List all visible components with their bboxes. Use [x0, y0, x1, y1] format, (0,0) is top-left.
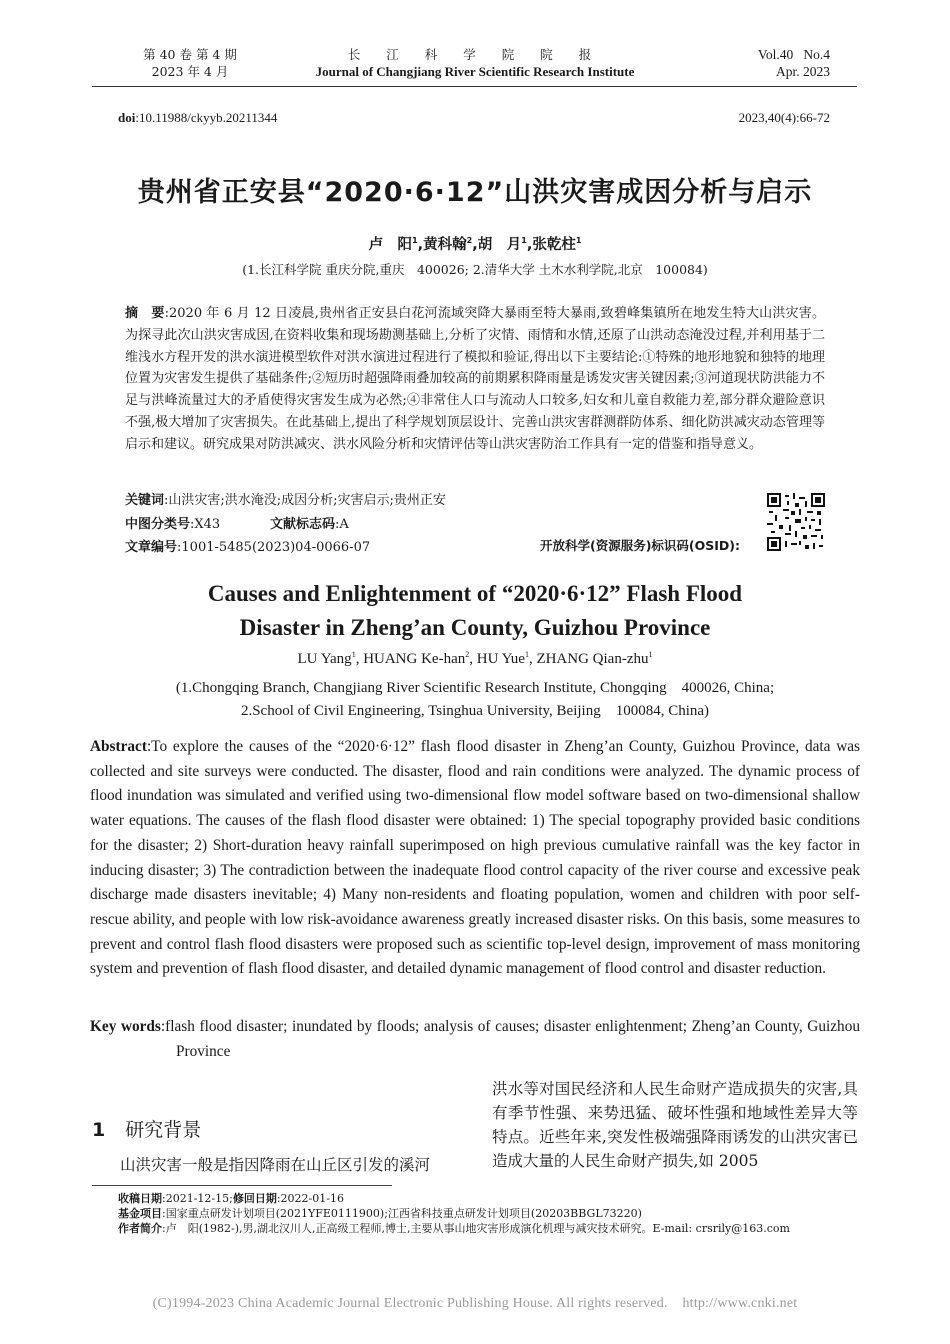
abstract-en-label: Abstract	[90, 738, 147, 755]
title-en	[80, 577, 870, 645]
keywords-en	[90, 1014, 860, 1064]
header-rule	[92, 86, 857, 87]
abstract-cn	[125, 303, 825, 456]
osid-label: 开放科学(资源服务)标识码(OSID):	[540, 538, 741, 553]
abstract-cn-text: :2020 年 6 月 12 日凌晨,贵州省正安县白花河流域突降大暴雨至特大暴雨,致碧峰集镇所在地发生特大山洪灾害。为探寻此次山洪灾害成因,在资料收集和现场勘测基础上,分析了灾情、雨情和水情,还原了山洪动态淹没过程,并利用基于二维浅水方程开发的洪水演进模型软件对洪水演进过程进行了模拟和验证,得出以下主要结论:①特殊的地形地貌和独特的地理位置为灾害发生提供了基础条件;②短历时超强降雨叠加较高的前期累积降雨量是诱发灾害关键因素;③河道现状防洪能力不足与洪峰流量过大的矛盾使得灾害发生成为必然;④非常住人口与流动人口较多,妇女和儿童自救能力差,部分群众避险意识不强,极大增加了灾害损失。在此基础上,提出了科学规划顶层设计、完善山洪灾害群测群防体系、细化防洪减灾动态管理等启示和建议。研究成果对防洪减灾、洪水风险分析和灾情评估等山洪灾害防治工作具有一定的借鉴和指导意义。	[125, 306, 825, 452]
author-cn-3: 胡 月$^1$	[477, 236, 527, 253]
author-en-1: LU Yang$^1$	[297, 650, 356, 667]
footnote-fund: 基金项目:国家重点研发计划项目(2021YFE0111900);江西省科技重点研发计划项目(20203BBGL73220)	[118, 1207, 642, 1220]
journal-name-cn: 长 江 科 学 院 院 报	[347, 47, 603, 62]
header-date-en: Apr. 2023	[776, 64, 830, 79]
doi-value: :10.11988/ckyyb.20211344	[135, 110, 278, 125]
clc-number: 中图分类号:X43	[125, 517, 221, 532]
header-volume-en: Vol.40 No.4	[757, 47, 830, 62]
section-number: 1	[92, 1119, 106, 1141]
section-heading	[92, 1115, 201, 1142]
abstract-cn-label: 摘 要	[125, 306, 165, 321]
author-en-4: ZHANG Qian-zhu$^1$	[536, 650, 653, 667]
title-en-line1: Causes and Enlightenment of “2020·6·12” Flash Flood	[207, 581, 743, 606]
keywords-cn	[125, 490, 765, 511]
header-date-cn: 2023 年 4 月	[151, 64, 229, 79]
keywords-cn-text: :山洪灾害;洪水淹没;成因分析;灾害启示;贵州正安	[164, 493, 446, 508]
title-cn: 贵州省正安县“2020·6·12”山洪灾害成因分析与启示	[137, 177, 813, 208]
keywords-en-label: Key words	[90, 1018, 161, 1035]
footnote-rule	[92, 1185, 392, 1186]
header-volume-cn: 第 40 卷 第 4 期	[143, 47, 237, 62]
journal-name-en: Journal of Changjiang River Scientific Research Institute	[315, 64, 635, 79]
body-left-column: 山洪灾害一般是指因降雨在山丘区引发的溪河	[120, 1156, 431, 1174]
header-issue-cn	[120, 46, 260, 80]
doi-label: doi	[118, 110, 136, 125]
body-right-column: 洪水等对国民经济和人民生命财产造成损失的灾害,具有季节性强、来势迅猛、破坏性强和地域性差异大等特点。近些年来,突发性极端强降雨诱发的山洪灾害已造成大量的人民生命财产损失,如 2005	[492, 1080, 858, 1170]
author-en-3: HU Yue$^1$	[476, 650, 529, 667]
affiliation-en	[100, 677, 850, 723]
keywords-en-text: :flash flood disaster; inundated by floods; analysis of causes; disaster enlightenment; Zheng’an County, Guizhou Province	[160, 1018, 860, 1060]
citation: 2023,40(4):66-72	[738, 110, 830, 125]
affiliation-en-line2: 2.School of Civil Engineering, Tsinghua University, Beijing 100084, China)	[240, 703, 710, 719]
author-cn-4: 张乾柱$^1$	[532, 236, 582, 253]
doi[interactable]	[118, 110, 277, 126]
abstract-en-text: :To explore the causes of the “2020·6·12” flash flood disaster in Zheng’an County, Guizhou Province, data was collected and site surveys were conducted. The disaster, flood and rain conditions were analyzed. The dynamic process of flood inundation was simulated and verified using two-dimensional flow model software based on two-dimensional shallow water equations. The causes of the flash flood disaster were obtained: 1) The special topography provided basic conditions for the disaster; 2) Short-duration heavy rainfall superimposed on high previous cumulative rainfall was the key factor in inducing disaster; 3) The contradiction between the inadequate flood control capacity of the river course and excessive peak discharge made disasters inevitable; 4) Many non-residents and floating population, women and children with poor self-rescue ability, and people with low risk-avoidance awareness greatly increased disaster risks. On this basis, some measures to prevent and control flash flood disasters were proposed such as scientific top-level design, improvement of mass monitoring system and prevention of flash flood disaster, and detailed dynamic management of flood control and disaster reduction.	[90, 738, 860, 978]
qr-code-icon[interactable]	[767, 493, 825, 551]
header-issue-en	[690, 46, 830, 80]
author-en-2: HUANG Ke-han$^2$	[363, 650, 470, 667]
affiliation-en-line1: (1.Chongqing Branch, Changjiang River Scientific Research Institute, Chongqing 400026, China;	[175, 680, 775, 696]
title-en-line2: Disaster in Zheng’an County, Guizhou Province	[239, 615, 711, 640]
cnki-watermark: (C)1994-2023 China Academic Journal Electronic Publishing House. All rights reserved. http://www.cnki.net	[152, 1296, 798, 1311]
footnote-dates: 收稿日期:2021-12-15;修回日期:2022-01-16	[118, 1192, 344, 1205]
footnote-author: 作者简介:卢 阳(1982-),男,湖北汉川人,正高级工程师,博士,主要从事山地灾害形成演化机理与减灾技术研究。E-mail: crsrily@163.com	[118, 1222, 790, 1235]
document-code: 文献标志码:A	[270, 517, 349, 532]
authors-en: LU Yang$^1$, HUANG Ke-han$^2$, HU Yue$^1$, ZHANG Qian-zhu$^1$	[297, 650, 653, 667]
article-number: 文章编号:1001-5485(2023)04-0066-07	[125, 540, 371, 555]
affiliation-cn: (1.长江科学院 重庆分院,重庆 400026; 2.清华大学 土木水利学院,北京 100084)	[242, 262, 708, 277]
section-title: 研究背景	[125, 1119, 202, 1141]
authors-cn: 卢 阳$^1$,黄科翰$^2$,胡 月$^1$,张乾柱$^1$	[368, 236, 582, 253]
author-cn-1: 卢 阳$^1$	[368, 236, 418, 253]
author-cn-2: 黄科翰$^2$	[423, 236, 473, 253]
abstract-en	[90, 735, 860, 982]
header-journal	[280, 46, 670, 80]
keywords-cn-label: 关键词	[125, 493, 165, 508]
